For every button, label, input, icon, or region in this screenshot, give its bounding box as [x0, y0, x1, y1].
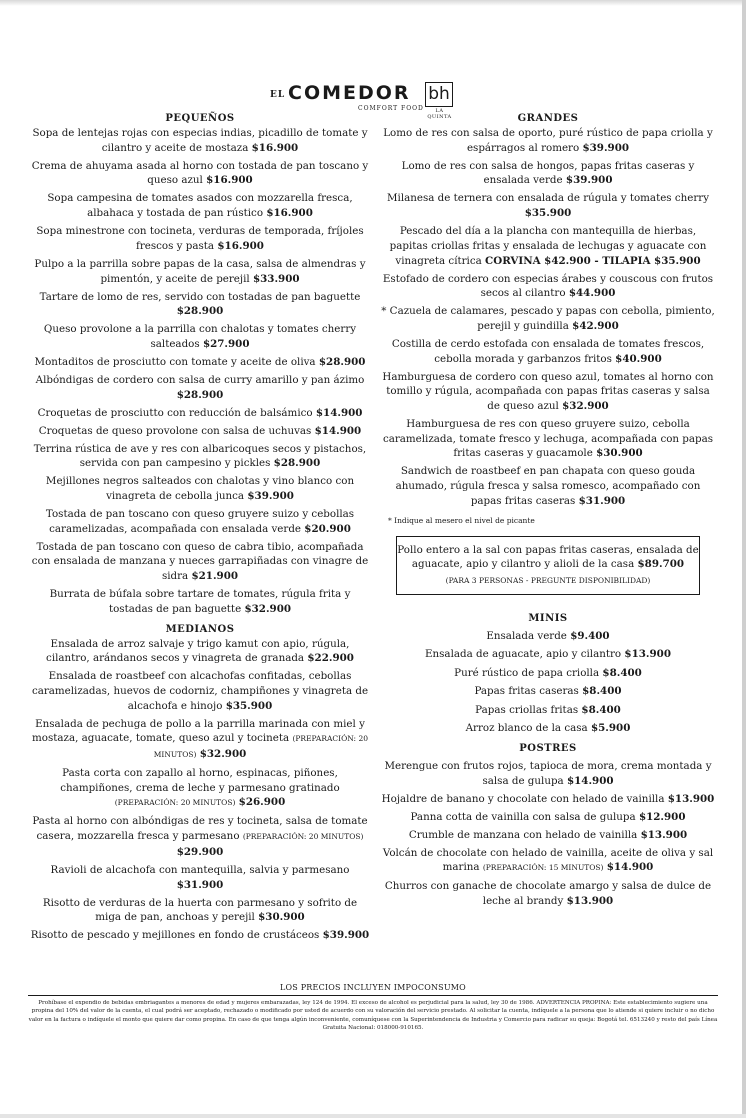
menu-item-description: Ensalada de roastbeef con alcachofas confitadas, cebollas caramelizadas, huevos de codorniz, champiñones y vinagreta de alcachofa e hinojo [31, 670, 369, 712]
menu-item-description: Burrata de búfala sobre tartare de tomates, rúgula frita y tostadas de pan baguette [49, 588, 351, 615]
menu-item-price: $13.900 [640, 828, 688, 841]
menu-item [380, 337, 716, 366]
menu-item-description: Merengue con frutos rojos, tapioca de mora, crema montada y salsa de gulupa [384, 759, 712, 787]
menu-item-price: $13.900 [667, 792, 715, 805]
menu-item-price: $44.900 [568, 287, 616, 300]
menu-item-description: Montaditos de prosciutto con tomate y aceite de oliva [34, 355, 316, 368]
menu-item-price: $31.900 [176, 878, 224, 891]
menu-item [30, 717, 370, 763]
menu-item-price: $22.900 [307, 652, 354, 665]
menu-item-description: Sopa minestrone con tocineta, verduras de temporada, fríjoles frescos y pasta [36, 225, 364, 252]
menu-item-description: Arroz blanco de la casa [465, 722, 588, 735]
menu-item-price: $13.900 [624, 648, 671, 661]
menu-item-price: $8.400 [581, 703, 621, 716]
menu-item [380, 828, 716, 843]
menu-item-description: Mejillones negros salteados con chalotas y vino blanco con vinagreta de cebolla junca [45, 475, 355, 503]
menu-item [30, 507, 370, 536]
menu-item-description: Tostada de pan toscano con queso de cabra tibio, acompañada con ensalada de manzana y nueces garrapiñadas con vinagre de sidra [31, 540, 369, 583]
menu-item-price: $8.400 [602, 666, 642, 679]
logo-subtitle: COMFORT FOOD [358, 105, 424, 112]
menu-item-price: $5.900 [590, 722, 631, 735]
menu-item-price: $39.900 [582, 141, 630, 154]
menu-item-price: $9.400 [570, 629, 610, 642]
menu-item-description: Tartare de lomo de res, servido con tostadas de pan baguette [39, 290, 361, 303]
menu-item-price: $32.900 [562, 400, 609, 413]
menu-item-price: $30.900 [258, 911, 305, 924]
menu-item-description: Milanesa de ternera con ensalada de rúgula y tomates cherry [386, 192, 710, 205]
menu-item-price: $16.900 [266, 207, 313, 220]
menu-item [30, 322, 370, 351]
postres-list [380, 759, 716, 909]
menu-footer [28, 983, 718, 1033]
menu-item [380, 370, 716, 414]
logo-monogram: bh [425, 82, 453, 107]
special-dish-box [396, 536, 700, 595]
menu-item [380, 792, 716, 807]
menu-item-price: $27.900 [202, 337, 250, 350]
menu-item-description: Ensalada de arroz salvaje y trigo kamut con apio, rúgula, cilantro, arándanos secos y vinagreta de granada [46, 637, 350, 665]
menu-item [30, 587, 370, 616]
menu-item-description: Hamburguesa de cordero con queso azul, tomates al horno con tomillo y rúgula, acompañada con papas fritas caseras y salsa de queso azul [382, 370, 714, 413]
menu-item [380, 666, 716, 681]
menu-item [380, 759, 716, 788]
legal-notice: Prohíbase el expendio de bebidas embriagantes a menores de edad y mujeres embarazadas, ley 124 de 1994. El exceso de alcohol es perjudicial para la salud, ley 30 de 1986. ADVERTENCIA PROPINA: Este establecimiento sugiere una propina del 10% del valor de la cuenta, el cual podrá ser aceptado, rechazado o modificado por usted de acuerdo con su valoración del servicio prestado. Al solicitar la cuenta, indíquele a la persona que lo atiende si quiere incluir o no dicho valor en la factura o indíquele el monto que quiere dar como propina. En caso de que tenga algún inconveniente, comuníquese con la Superintendencia de Industria y Comercio para radicar su queja: Bogotá tel. 6513240 y resto del país Línea Gratuita Nacional: 018000-910165. [28, 1000, 718, 1032]
menu-column-right [380, 112, 716, 912]
menu-item [380, 304, 716, 333]
menu-item-price: $16.900 [217, 239, 264, 252]
menu-column-left [30, 112, 370, 946]
menu-item-price: CORVINA $42.900 - TILAPIA $35.900 [485, 254, 701, 267]
menu-item-price: $39.900 [247, 490, 294, 503]
menu-item-description: Queso provolone a la parrilla con chalotas y tomates cherry salteados [43, 323, 357, 350]
menu-item-description: Papas criollas fritas [475, 703, 579, 716]
menu-item-price: $13.900 [566, 894, 614, 907]
menu-item-description: Pescado del día a la plancha con mantequilla de hierbas, papitas criollas fritas y ensalada de lechugas y aguacate con vinagreta cítrica [389, 225, 707, 267]
menu-item [30, 474, 370, 503]
section-title-medianos: MEDIANOS [165, 623, 235, 635]
footer-divider [28, 995, 718, 996]
menu-item-prep-note: (PREPARACIÓN: 20 MINUTOS) [153, 734, 368, 760]
menu-item-price: $32.900 [199, 748, 247, 761]
special-dish-note: (PARA 3 PERSONAS - PREGUNTE DISPONIBILIDAD) [445, 575, 651, 585]
logo-prefix: EL [270, 90, 286, 100]
menu-item-description: Sopa campesina de tomates asados con mozzarella fresca, albahaca y tostada de pan rústico [47, 192, 353, 220]
menu-item-description: Sandwich de roastbeef en pan chapata con queso gouda ahumado, rúgula fresca y salsa romesco, acompañado con papas fritas caseras [395, 465, 701, 507]
menu-item-price: $28.900 [318, 355, 366, 368]
menu-item-description: Lomo de res con salsa de hongos, papas fritas caseras y ensalada verde [401, 159, 695, 187]
menu-item-price: $32.900 [244, 602, 292, 615]
menu-item [30, 896, 370, 925]
menu-item [30, 766, 370, 811]
menu-item [380, 159, 716, 188]
menu-item [380, 721, 716, 736]
menu-item [30, 928, 370, 943]
menu-item-description: Estofado de cordero con especias árabes y couscous con frutos secos al cilantro [382, 272, 714, 300]
menu-item [380, 126, 716, 155]
menu-item [380, 464, 716, 508]
spice-note: * Indique al mesero el nivel de picante [388, 515, 535, 525]
menu-item-description: Terrina rústica de ave y res con albaricoques secos y pistachos, servida con pan campesino y pickles [33, 442, 367, 470]
menu-item [380, 879, 716, 908]
logo-name: COMEDOR [288, 82, 411, 104]
menu-item-price: $21.900 [191, 570, 239, 583]
menu-item [30, 159, 370, 188]
section-title-postres: POSTRES [519, 742, 577, 754]
menu-item [30, 669, 370, 713]
menu-item-price: $26.900 [238, 796, 286, 809]
special-dish-text: Pollo entero a la sal con papas fritas caseras, ensalada de aguacate, apio y cilantro y alioli de la casa [397, 543, 699, 571]
menu-item [30, 224, 370, 253]
page-shadow-top [0, 0, 746, 6]
page-shadow-right [742, 0, 746, 1118]
menu-item-description: Ensalada de pechuga de pollo a la parrilla marinada con miel y mostaza, aguacate, tomate, queso azul y tocineta [32, 717, 365, 745]
menu-item-description: Tostada de pan toscano con queso gruyere suizo y cebollas caramelizadas, acompañada con ensalada verde [45, 508, 355, 535]
menu-item-description: Puré rústico de papa criolla [454, 666, 600, 679]
menu-item-description: Hojaldre de banano y chocolate con helado de vainilla [381, 792, 665, 805]
menu-item [380, 272, 716, 301]
menu-item-prep-note: (PREPARACIÓN: 20 MINUTOS) [114, 798, 236, 808]
menu-item-description: Pasta corta con zapallo al horno, espinacas, piñones, champiñones, crema de leche y parmesano gratinado [60, 767, 340, 794]
menu-item-prep-note: (PREPARACIÓN: 15 MINUTOS) [482, 863, 604, 873]
special-dish-price: $89.700 [637, 558, 685, 571]
menu-item-description: Churros con ganache de chocolate amargo y salsa de dulce de leche al brandy [384, 880, 712, 907]
menu-item-price: $14.900 [606, 861, 654, 874]
menu-item-price: $14.900 [566, 774, 614, 787]
menu-item [30, 355, 370, 370]
menu-item-description: * Cazuela de calamares, pescado y papas con cebolla, pimiento, perejil y guindilla [381, 305, 715, 332]
menu-item-price: $42.900 [572, 319, 619, 332]
menu-item-prep-note: (PREPARACIÓN: 20 MINUTOS) [242, 832, 364, 842]
page-shadow-bottom [0, 1114, 746, 1118]
menu-item-description: Hamburguesa de res con queso gruyere suizo, cebolla caramelizada, tomate fresco y lechuga, acompañada con papas fritas caseras y guacamole [382, 418, 714, 460]
menu-item-description: Volcán de chocolate con helado de vainilla, aceite de oliva y sal marina [382, 846, 714, 874]
menu-item-price: $31.900 [578, 494, 626, 507]
menu-item [30, 406, 370, 421]
menu-item-description: Albóndigas de cordero con salsa de curry amarillo y pan ázimo [35, 373, 365, 386]
minis-list [380, 629, 716, 736]
menu-item [30, 424, 370, 439]
section-title-minis: MINIS [528, 612, 568, 624]
menu-item-description: Risotto de verduras de la huerta con parmesano y sofrito de miga de pan, anchoas y perejil [42, 896, 358, 924]
menu-item [30, 863, 370, 892]
menu-item-description: Costilla de cerdo estofada con ensalada de tomates frescos, cebolla morada y garbanzos fritos [391, 337, 705, 365]
menu-item-description: Panna cotta de vainilla con salsa de gulupa [410, 810, 636, 823]
menu-item-price: $28.900 [176, 305, 224, 318]
logo-monogram-caption: LA QUINTA [427, 108, 452, 120]
menu-item-description: Ensalada verde [486, 629, 567, 642]
menu-item-price: $39.900 [322, 929, 370, 942]
menu-item-price: $39.900 [565, 174, 613, 187]
menu-item-price: $14.900 [314, 424, 362, 437]
menu-item-description: Crumble de manzana con helado de vainilla [408, 828, 638, 841]
menu-item [380, 224, 716, 268]
menu-item [380, 191, 716, 220]
menu-item-description: Lomo de res con salsa de oporto, puré rústico de papa criolla y espárragos al romero [383, 127, 713, 154]
menu-item [30, 442, 370, 471]
menu-item [380, 684, 716, 699]
menu-item [380, 629, 716, 644]
menu-item [30, 540, 370, 584]
menu-item-description: Ravioli de alcachofa con mantequilla, salvia y parmesano [50, 863, 350, 876]
medianos-list [30, 637, 370, 943]
menu-item-price: $20.900 [304, 522, 351, 535]
menu-item [30, 126, 370, 155]
menu-item-price: $40.900 [615, 352, 662, 365]
menu-item [30, 814, 370, 859]
menu-item-price: $16.900 [206, 174, 253, 187]
menu-item-description: Risotto de pescado y mejillones en fondo de crustáceos [30, 929, 320, 942]
menu-item [380, 647, 716, 662]
tax-notice: LOS PRECIOS INCLUYEN IMPOCONSUMO [280, 983, 466, 992]
menu-item-price: $33.900 [252, 272, 300, 285]
menu-item-description: Pasta al horno con albóndigas de res y tocineta, salsa de tomate casera, mozzarella fresca y parmesano [32, 815, 368, 843]
menu-item-price: $30.900 [596, 447, 643, 460]
menu-item-price: $35.900 [225, 699, 273, 712]
menu-item-price: $35.900 [524, 207, 572, 220]
menu-item-description: Sopa de lentejas rojas con especias indias, picadillo de tomate y cilantro y aceite de mostaza [32, 127, 368, 154]
menu-item-price: $14.900 [315, 406, 363, 419]
menu-item [30, 191, 370, 220]
menu-item-price: $16.900 [251, 141, 299, 154]
menu-item-description: Pulpo a la parrilla sobre papas de la casa, salsa de almendras y pimentón, y aceite de perejil [34, 257, 366, 285]
menu-item [30, 637, 370, 666]
menu-item [380, 846, 716, 876]
menu-item-description: Croquetas de prosciutto con reducción de balsámico [37, 406, 313, 419]
section-title-pequenos: PEQUEÑOS [165, 113, 235, 124]
grandes-list [380, 126, 716, 509]
menu-item-price: $28.900 [273, 457, 321, 470]
pequenos-list [30, 126, 370, 617]
menu-item-price: $8.400 [582, 685, 622, 698]
section-title-grandes: GRANDES [517, 113, 579, 124]
menu-item [30, 373, 370, 402]
menu-item [380, 703, 716, 718]
menu-item-description: Ensalada de aguacate, apio y cilantro [425, 648, 622, 661]
menu-item [380, 417, 716, 461]
menu-item [30, 257, 370, 286]
menu-item-description: Croquetas de queso provolone con salsa de uchuvas [38, 424, 312, 437]
menu-item-price: $28.900 [176, 388, 224, 401]
menu-item-price: $29.900 [176, 845, 224, 858]
menu-item-price: $12.900 [638, 810, 686, 823]
menu-item-description: Crema de ahuyama asada al horno con tostada de pan toscano y queso azul [31, 159, 369, 187]
menu-item-description: Papas fritas caseras [474, 685, 579, 698]
menu-item [30, 290, 370, 319]
menu-item [380, 810, 716, 825]
